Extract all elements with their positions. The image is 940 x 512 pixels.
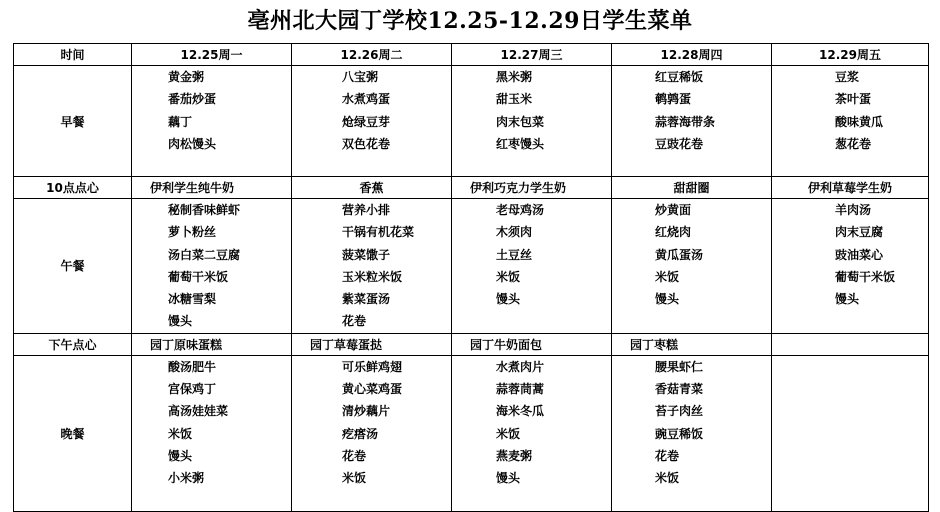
dish-item: 米饭 bbox=[342, 471, 367, 486]
time-header: 时间 bbox=[14, 44, 132, 66]
dish-item: 肉末豆腐 bbox=[835, 225, 884, 240]
dish-item: 豌豆稀饭 bbox=[655, 426, 704, 441]
snack-am-cell: 香蕉 bbox=[292, 177, 452, 199]
dish-item: 黑米粥 bbox=[496, 70, 533, 84]
breakfast-cell bbox=[772, 66, 929, 177]
dish-item: 香菇青菜 bbox=[655, 382, 704, 397]
dish-item: 苔子肉丝 bbox=[655, 404, 704, 419]
breakfast-cell bbox=[452, 66, 612, 177]
day-header: 12.27周三 bbox=[452, 44, 612, 66]
snack-pm-cell: 园丁草莓蛋挞 bbox=[292, 333, 452, 355]
dish-item: 酸汤肥牛 bbox=[168, 359, 217, 374]
header-row bbox=[14, 44, 929, 66]
dish-item: 冰糖雪梨 bbox=[168, 292, 217, 307]
dish-item: 花卷 bbox=[342, 448, 367, 463]
dish-item: 老母鸡汤 bbox=[496, 203, 545, 217]
dish-item: 萝卜粉丝 bbox=[168, 225, 217, 240]
dish-item: 豆浆 bbox=[835, 70, 860, 84]
dish-item: 肉松馒头 bbox=[168, 136, 217, 151]
breakfast-cell bbox=[612, 66, 772, 177]
dish-item: 炝绿豆芽 bbox=[342, 114, 391, 129]
dish-item: 馒头 bbox=[496, 292, 521, 307]
dish-item: 酸味黄瓜 bbox=[835, 114, 884, 129]
dish-item: 番茄炒蛋 bbox=[168, 92, 217, 107]
meal-label-snack-pm: 下午点心 bbox=[14, 333, 132, 355]
dish-item: 甜玉米 bbox=[496, 92, 533, 107]
dinner-cell bbox=[612, 355, 772, 511]
snack-am-cell: 伊利草莓学生奶 bbox=[772, 177, 929, 199]
dinner-cell bbox=[452, 355, 612, 511]
dish-item: 玉米粒米饭 bbox=[342, 269, 403, 284]
dish-item: 花卷 bbox=[655, 448, 680, 463]
meal-label-snack-am: 10点点心 bbox=[14, 177, 132, 199]
dish-item: 葡萄干米饭 bbox=[168, 269, 229, 284]
dish-item: 馒头 bbox=[496, 471, 521, 486]
dish-item: 米饭 bbox=[168, 426, 193, 441]
breakfast-row bbox=[14, 66, 929, 177]
dish-item: 馒头 bbox=[655, 292, 680, 307]
meal-label-dinner: 晚餐 bbox=[14, 355, 132, 511]
dish-item: 八宝粥 bbox=[342, 70, 379, 84]
dish-item: 水煮肉片 bbox=[496, 359, 545, 374]
dinner-cell bbox=[772, 355, 929, 511]
dish-item: 葡萄干米饭 bbox=[835, 269, 896, 284]
snack-pm-row bbox=[14, 333, 929, 355]
snack-am-cell: 伊利巧克力学生奶 bbox=[452, 177, 612, 199]
dish-item: 肉末包菜 bbox=[496, 114, 545, 129]
dish-item: 木须肉 bbox=[496, 225, 533, 240]
day-header: 12.25周一 bbox=[132, 44, 292, 66]
dish-item: 黄金粥 bbox=[168, 70, 205, 84]
dish-item: 宫保鸡丁 bbox=[168, 382, 217, 397]
lunch-row bbox=[14, 199, 929, 334]
dish-item: 红烧肉 bbox=[655, 225, 692, 240]
dish-item: 高汤娃娃菜 bbox=[168, 404, 229, 419]
dish-item: 燕麦粥 bbox=[496, 448, 533, 463]
dish-item: 藕丁 bbox=[168, 114, 193, 129]
dish-item: 豉油菜心 bbox=[835, 247, 884, 262]
dish-item: 米饭 bbox=[655, 471, 680, 486]
dish-item: 小米粥 bbox=[168, 471, 205, 486]
menu-table bbox=[13, 43, 929, 512]
dish-item: 紫菜蛋汤 bbox=[342, 292, 391, 307]
dish-item: 菠菜馓子 bbox=[342, 247, 391, 262]
dish-item: 可乐鲜鸡翅 bbox=[342, 359, 403, 374]
dish-item: 红枣馒头 bbox=[496, 136, 545, 151]
dish-item: 干锅有机花菜 bbox=[342, 225, 415, 240]
snack-pm-cell: 园丁原味蛋糕 bbox=[132, 333, 292, 355]
dish-item: 花卷 bbox=[342, 314, 367, 329]
snack-am-cell: 甜甜圈 bbox=[612, 177, 772, 199]
dish-item: 馒头 bbox=[835, 292, 860, 307]
day-header: 12.26周二 bbox=[292, 44, 452, 66]
dish-item: 蒜蓉茼蒿 bbox=[496, 382, 545, 397]
dinner-cell bbox=[132, 355, 292, 511]
dish-item: 米饭 bbox=[496, 426, 521, 441]
snack-pm-cell: 园丁枣糕 bbox=[612, 333, 772, 355]
meal-label-lunch: 午餐 bbox=[14, 199, 132, 334]
breakfast-cell bbox=[292, 66, 452, 177]
dish-item: 米饭 bbox=[496, 269, 521, 284]
snack-am-row bbox=[14, 177, 929, 199]
dish-item: 茶叶蛋 bbox=[835, 92, 872, 107]
day-header: 12.28周四 bbox=[612, 44, 772, 66]
dish-item: 营养小排 bbox=[342, 203, 391, 217]
lunch-cell bbox=[292, 199, 452, 334]
lunch-cell bbox=[452, 199, 612, 334]
snack-am-cell: 伊利学生纯牛奶 bbox=[132, 177, 292, 199]
dish-item: 米饭 bbox=[655, 269, 680, 284]
dish-item: 蒜蓉海带条 bbox=[655, 114, 716, 129]
dish-item: 黄瓜蛋汤 bbox=[655, 247, 704, 262]
lunch-cell bbox=[612, 199, 772, 334]
dish-item: 红豆稀饭 bbox=[655, 70, 704, 84]
dish-item: 鹌鹑蛋 bbox=[655, 92, 692, 107]
dish-item: 清炒藕片 bbox=[342, 404, 391, 419]
dish-item: 炒黄面 bbox=[655, 203, 692, 217]
dinner-row bbox=[14, 355, 929, 511]
page-title: 亳州北大园丁学校12.25-12.29日学生菜单 bbox=[247, 8, 693, 34]
dish-item: 馒头 bbox=[168, 448, 193, 463]
dish-item: 豆豉花卷 bbox=[655, 136, 704, 151]
dish-item: 馒头 bbox=[168, 314, 193, 329]
day-header: 12.29周五 bbox=[772, 44, 929, 66]
dish-item: 土豆丝 bbox=[496, 247, 533, 262]
dish-item: 水煮鸡蛋 bbox=[342, 92, 391, 107]
dish-item: 海米冬瓜 bbox=[496, 404, 545, 419]
breakfast-cell bbox=[132, 66, 292, 177]
lunch-cell bbox=[772, 199, 929, 334]
dish-item: 黄心菜鸡蛋 bbox=[342, 382, 403, 397]
snack-pm-cell bbox=[772, 333, 929, 355]
dish-item: 葱花卷 bbox=[835, 136, 872, 151]
dinner-cell bbox=[292, 355, 452, 511]
dish-item: 疙瘩汤 bbox=[342, 426, 379, 441]
dish-item: 双色花卷 bbox=[342, 136, 391, 151]
lunch-cell bbox=[132, 199, 292, 334]
dish-item: 汤白菜二豆腐 bbox=[168, 247, 241, 262]
dish-item: 秘制香味鲜虾 bbox=[168, 203, 241, 217]
dish-item: 腰果虾仁 bbox=[655, 359, 704, 374]
snack-pm-cell: 园丁牛奶面包 bbox=[452, 333, 612, 355]
dish-item: 羊肉汤 bbox=[835, 203, 872, 217]
meal-label-breakfast: 早餐 bbox=[14, 66, 132, 177]
